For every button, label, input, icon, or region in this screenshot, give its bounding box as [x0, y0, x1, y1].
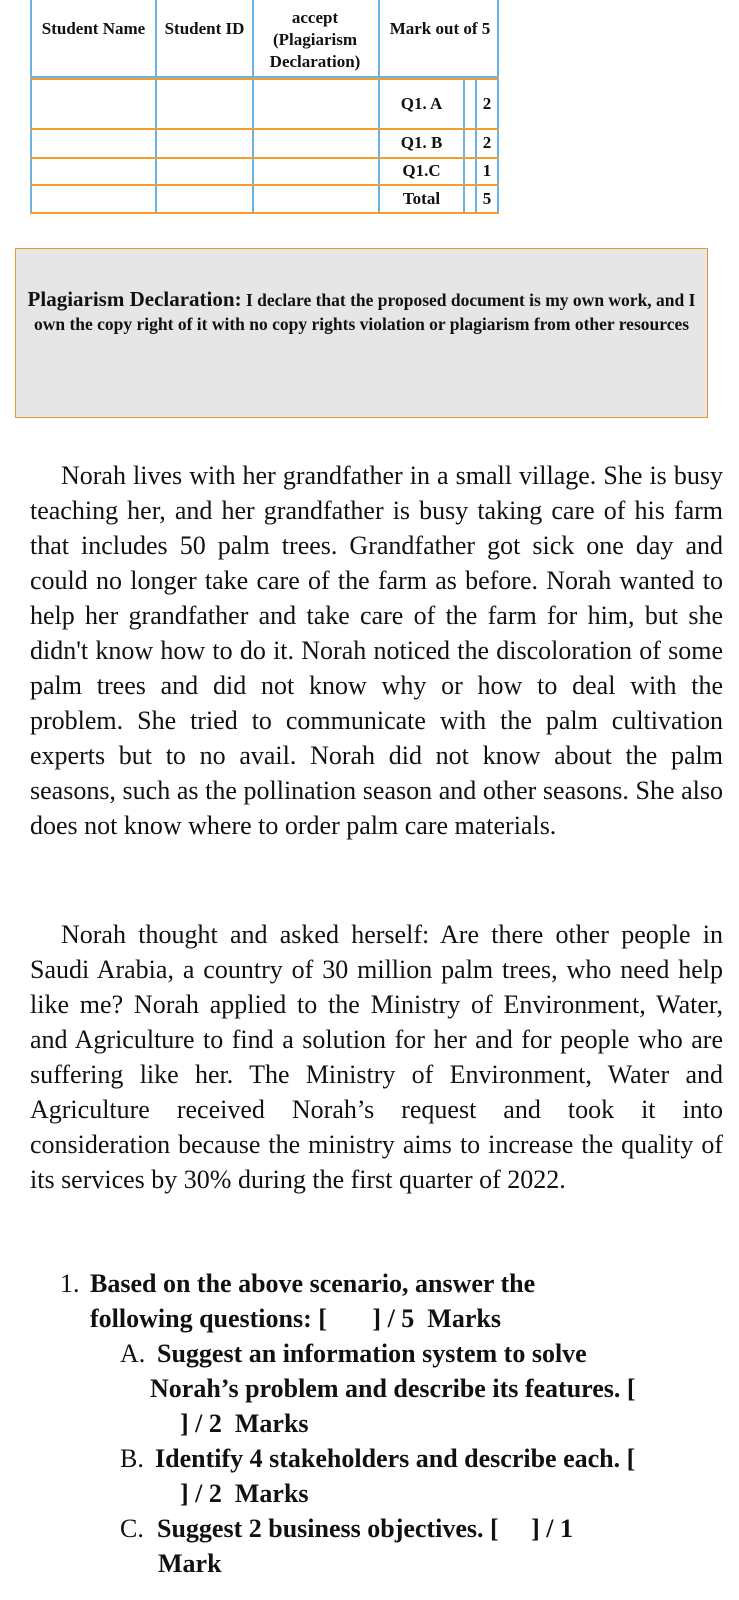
table-border-col4: [463, 78, 465, 214]
question-1a-line-3: ] / 2 Marks: [180, 1409, 309, 1438]
header-mark-out-of-5: Mark out of 5: [389, 19, 491, 38]
row-mark-q1a: 2: [482, 94, 492, 113]
question-1b: [0, 1441, 739, 1511]
row-mark-q1c: 1: [482, 161, 492, 180]
question-1c-letter: C.: [120, 1514, 144, 1543]
row-question-total: Total: [402, 189, 441, 208]
row-question-q1b: Q1. B: [400, 133, 443, 152]
question-1b-letter: B.: [120, 1444, 144, 1473]
question-1-number: 1.: [60, 1269, 80, 1298]
question-1a-line-2: Norah’s problem and describe its features. [: [150, 1374, 636, 1403]
question-1a: [0, 1336, 739, 1441]
plagiarism-declaration-text: [24, 287, 699, 336]
question-1b-line-2: ] / 2 Marks: [180, 1479, 309, 1508]
question-1: [0, 1266, 739, 1336]
question-1b-line-1: Identify 4 stakeholders and describe each. [: [155, 1444, 636, 1473]
table-border-row1-top: [30, 78, 499, 80]
question-1c-line-2: Mark: [158, 1549, 222, 1578]
question-1c: [0, 1511, 739, 1581]
plagiarism-declaration-body: I declare that the proposed document is my own work, and I own the copy right of it with no copy rights violation or plagiarism from other resources: [33, 290, 696, 334]
question-1-line-2: following questions: [ ] / 5 Marks: [90, 1304, 501, 1333]
question-1a-line-1: Suggest an information system to solve: [157, 1339, 587, 1368]
scenario-paragraph-2: Norah thought and asked herself: Are there other people in Saudi Arabia, a country of 30 million palm trees, who need help like me? Norah applied to the Ministry of Environment, Water, and Agriculture to find a solution for her and for people who are suffering like her. The Ministry of Environment, Water and Agriculture received Norah’s request and took it into consideration because the ministry aims to increase the quality of its services by 30% during the first quarter of 2022.: [30, 920, 723, 1194]
question-1-line-1: Based on the above scenario, answer the: [90, 1269, 536, 1298]
row-question-q1a: Q1. A: [400, 94, 443, 113]
scenario-paragraph-1: Norah lives with her grandfather in a small village. She is busy teaching her, and her grandfather is busy taking care of his farm that includes 50 palm trees. Grandfather got sick one day and could no longer take care of the farm as before. Norah wanted to help her grandfather and take care of the farm for him, but she didn't know how to do it. Norah noticed the discoloration of some palm trees and did not know why or how to deal with the problem. She tried to communicate with the palm cultivation experts but to no avail. Norah did not know about the palm seasons, such as the pollination season and other seasons. She also does not know where to order palm care materials.: [30, 461, 723, 840]
question-1c-line-1: Suggest 2 business objectives. [ ] / 1: [157, 1514, 574, 1543]
table-border-bottom: [30, 212, 499, 214]
row-mark-q1b: 2: [482, 133, 492, 152]
table-border-row3: [30, 184, 499, 186]
plagiarism-declaration-heading: Plagiarism Declaration:: [27, 287, 242, 311]
question-1a-letter: A.: [120, 1339, 146, 1368]
header-student-name: Student Name: [41, 19, 146, 38]
row-mark-total: 5: [482, 189, 492, 208]
header-student-id: Student ID: [164, 19, 245, 38]
header-accept-plagiarism: accept (Plagiarism Declaration): [269, 8, 361, 71]
row-question-q1c: Q1.C: [402, 161, 441, 180]
plagiarism-declaration-box: [15, 248, 708, 418]
marks-table: [30, 0, 505, 214]
table-border-row2: [30, 157, 499, 159]
table-border-row1: [30, 128, 499, 130]
table-border-col2: [252, 0, 254, 214]
